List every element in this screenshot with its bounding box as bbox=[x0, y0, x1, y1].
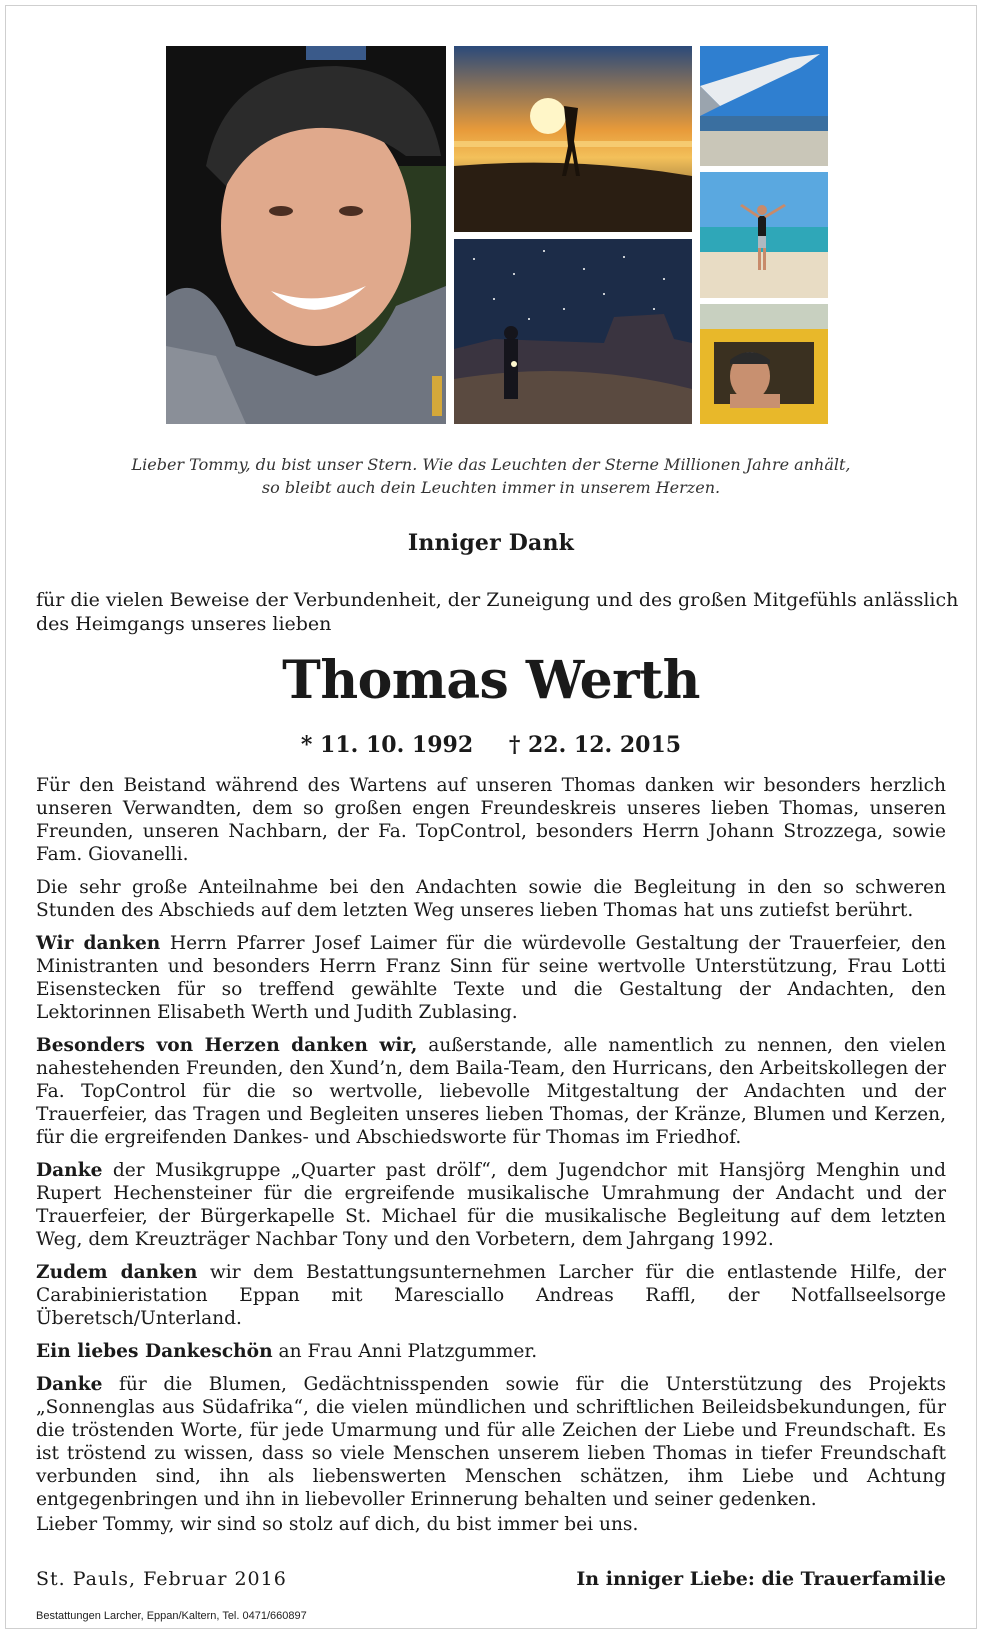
paragraph: Für den Beistand während des Wartens auf unseren Thomas danken wir besonders herzlich unseren Verwandten, dem so großen engen Freundeskreis unseres lieben Thomas, unseren Freunden, unseren Nachbarn, der Fa. TopControl, besonders Herrn Johann Strozzega, sowie Fam. Giovanelli. bbox=[36, 775, 946, 865]
paragraph: Lieber Tommy, wir sind so stolz auf dich, du bist immer bei uns. bbox=[36, 1514, 639, 1535]
quote-line: Lieber Tommy, du bist unser Stern. Wie das Leuchten der Sterne Millionen Jahre anhält, bbox=[131, 455, 851, 474]
paragraph-lead: Zudem danken bbox=[36, 1262, 198, 1283]
obituary-page bbox=[5, 5, 977, 1629]
intro-line: des Heimgangs unseres lieben bbox=[36, 613, 332, 635]
paragraph-lead: Wir danken bbox=[36, 933, 161, 954]
paragraph-lead: Besonders von Herzen danken wir, bbox=[36, 1035, 418, 1056]
paragraph-text: Herrn Pfarrer Josef Laimer für die würdevolle Gestaltung der Trauerfeier, den Ministranten und besonders Herrn Franz Sinn für seine wertvolle Unterstützung, Frau Lotti Eisenstecken für so treffend gewählte Texte und die Gestaltung der Andachten, den Lektorinnen Elisabeth Werth und Judith Zublasing. bbox=[36, 933, 947, 1023]
paragraph bbox=[36, 1373, 946, 1511]
funeral-home-footer: Bestattungen Larcher, Eppan/Kaltern, Tel. 0471/660897 bbox=[36, 1610, 307, 1622]
intro-line: für die vielen Beweise der Verbundenheit, der Zuneigung und des großen Mitgefühls anlässlich bbox=[36, 589, 959, 611]
intro-text bbox=[36, 588, 959, 636]
portrait-photo bbox=[166, 46, 446, 424]
memorial-quote bbox=[46, 453, 936, 499]
beach-photo bbox=[700, 172, 828, 298]
paragraph bbox=[36, 932, 946, 1024]
paragraph-lead: Danke bbox=[36, 1374, 103, 1395]
paragraph-text: an Frau Anni Platzgummer. bbox=[272, 1341, 538, 1362]
paragraph bbox=[36, 1340, 946, 1363]
signature: In inniger Liebe: die Trauerfamilie bbox=[576, 1568, 946, 1590]
sunset-photo bbox=[454, 46, 692, 232]
night-sky-photo bbox=[454, 239, 692, 424]
paragraph bbox=[36, 1261, 946, 1330]
life-dates bbox=[6, 732, 976, 758]
paragraph-text: außerstande, alle namentlich zu nennen, den vielen nahestehenden Freunden, den Xund’n, dem Baila-Team, den Hurricans, den Arbeitskollegen der Fa. TopControl für die so wertvolle, liebevolle Mitgestaltung der Andachten und der Trauerfeier, das Tragen und Begleiten unseres lieben Thomas, der Kränze, Blumen und Kerzen, für die ergreifenden Dankes- und Abschiedsworte für Thomas im Friedhof. bbox=[36, 1035, 946, 1148]
paragraph-text: der Musikgruppe „Quarter past drölf“, dem Jugendchor mit Hansjörg Menghin und Rupert Hechensteiner für die ergreifende musikalische Umrahmung der Andacht und der Trauerfeier, der Bürgerkapelle St. Michael für die musikalische Begleitung auf dem letzten Weg, dem Kreuzträger Nachbar Tony und den Vorbetern, dem Jahrgang 1992. bbox=[36, 1160, 946, 1250]
page-title: Inniger Dank bbox=[407, 530, 575, 556]
quote-line: so bleibt auch dein Leuchten immer in unserem Herzen. bbox=[261, 478, 721, 497]
yellow-car-photo bbox=[700, 304, 828, 424]
paragraph bbox=[36, 1034, 946, 1149]
paragraph-text: wir dem Bestattungsunternehmen Larcher für die entlastende Hilfe, der Carabinieristation Eppan mit Maresciallo Andreas Raffl, der Notfallseelsorge Überetsch/Unterland. bbox=[36, 1262, 947, 1329]
paragraph: Die sehr große Anteilnahme bei den Andachten sowie die Begleitung in den so schweren Stunden des Abschieds auf dem letzten Weg unseres lieben Thomas hat uns zutiefst berührt. bbox=[36, 877, 946, 921]
birth-date: * 11. 10. 1992 bbox=[300, 732, 474, 758]
paragraph-lead: Ein liebes Dankeschön bbox=[36, 1341, 273, 1362]
photo-collage bbox=[166, 46, 828, 424]
paragraph-text: für die Blumen, Gedächtnisspenden sowie für die Unterstützung des Projekts „Sonnenglas aus Südafrika“, die vielen mündlichen und schriftlichen Beileidsbekundungen, für die tröstenden Worte, für jede Umarmung und für alle Zeichen der Liebe und Freundschaft. Es ist tröstend zu wissen, dass so viele Menschen unserem lieben Thomas in tiefer Freundschaft verbunden sind, ihn als liebenswerten Menschen schätzen, ihm Liebe und Achtung entgegenbringen und ihn in liebevoller Erinnerung behalten und seiner gedenken. bbox=[36, 1374, 946, 1510]
place-date: St. Pauls, Februar 2016 bbox=[36, 1568, 287, 1590]
airplane-view-photo bbox=[700, 46, 828, 166]
paragraph-lead: Danke bbox=[36, 1160, 103, 1181]
thanks-body bbox=[36, 774, 946, 1546]
death-date: † 22. 12. 2015 bbox=[508, 732, 682, 758]
paragraph bbox=[36, 1159, 946, 1251]
deceased-name: Thomas Werth bbox=[282, 650, 700, 711]
